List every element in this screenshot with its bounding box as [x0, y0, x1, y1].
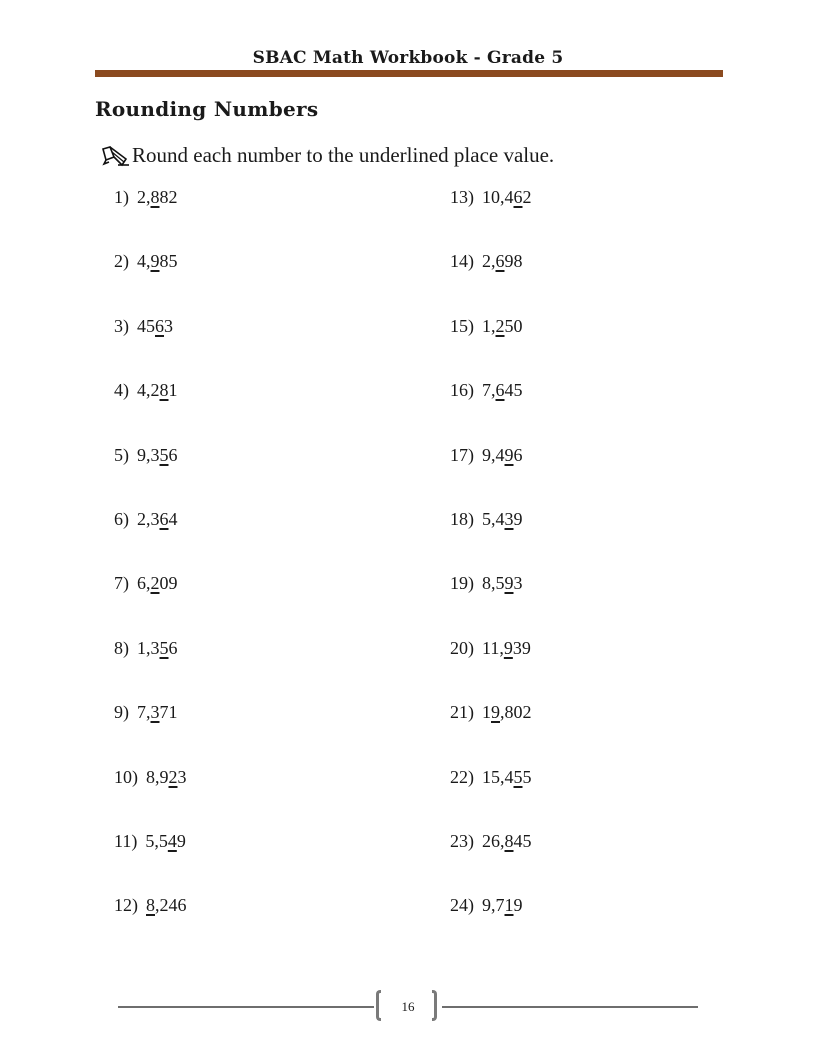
underlined-digit: 8 [504, 830, 514, 851]
digits-before: 1, [482, 315, 496, 336]
problem-item [450, 638, 532, 702]
digits-before: 11, [482, 637, 504, 658]
underlined-digit: 9 [504, 573, 514, 594]
digits-after: ,246 [155, 895, 187, 916]
problem-value [146, 895, 187, 915]
underlined-digit: 1 [504, 895, 514, 916]
section-title: Rounding Numbers [95, 97, 319, 121]
underlined-digit: 3 [504, 508, 514, 529]
problem-number: 9) [114, 702, 129, 723]
problem-value [137, 187, 178, 207]
problem-number: 18) [450, 508, 474, 529]
problem-number: 6) [114, 508, 129, 529]
problem-value [137, 251, 178, 271]
digits-before: 1,3 [137, 637, 160, 658]
problem-item [114, 895, 187, 959]
underlined-digit: 5 [513, 766, 523, 787]
problem-item [114, 251, 187, 315]
problem-number: 23) [450, 830, 474, 851]
problem-number: 21) [450, 702, 474, 723]
digits-after: 71 [159, 702, 178, 723]
problem-item [450, 767, 532, 831]
digits-after: 85 [159, 251, 178, 272]
problem-number: 12) [114, 895, 138, 916]
digits-after: 2 [522, 187, 532, 207]
footer-line-left [118, 1006, 374, 1008]
digits-before: 2, [482, 251, 496, 272]
underlined-digit: 9 [504, 444, 514, 465]
problem-item [450, 573, 532, 637]
digits-before: 1 [482, 702, 491, 723]
problem-value [137, 638, 178, 658]
problems-left-column [114, 187, 187, 960]
problem-item [114, 509, 187, 573]
digits-after: 9 [176, 830, 186, 851]
problem-value [482, 573, 523, 593]
problem-number: 19) [450, 573, 474, 594]
problem-item [450, 380, 532, 444]
problem-item [450, 251, 532, 315]
problem-item [114, 380, 187, 444]
underlined-digit: 2 [168, 766, 178, 787]
problem-value [482, 831, 532, 851]
problem-number: 13) [450, 187, 474, 207]
problem-number: 5) [114, 444, 129, 465]
digits-before: 15,4 [482, 766, 514, 787]
problem-value [137, 509, 178, 529]
digits-after: 6 [168, 444, 178, 465]
problem-number: 3) [114, 315, 129, 336]
digits-before: 2,3 [137, 508, 160, 529]
instruction-text: Round each number to the underlined place value. [132, 143, 555, 167]
digits-before: 7, [482, 380, 496, 401]
digits-after: 3 [513, 573, 523, 594]
problem-number: 14) [450, 251, 474, 272]
digits-before: 6, [137, 573, 151, 594]
problem-number: 7) [114, 573, 129, 594]
underlined-digit: 5 [159, 637, 169, 658]
digits-after: 1 [168, 380, 178, 401]
problems-right-column [450, 187, 532, 960]
digits-before: 8,9 [146, 766, 169, 787]
problem-value [146, 767, 187, 787]
digits-before: 4, [137, 251, 151, 272]
underlined-digit: 9 [150, 251, 160, 272]
problem-value [482, 638, 531, 658]
problem-item [114, 187, 187, 251]
problem-value [482, 187, 532, 207]
underlined-digit: 8 [159, 380, 169, 401]
digits-before: 9,7 [482, 895, 505, 916]
underlined-digit: 6 [513, 187, 523, 207]
digits-after: 6 [513, 444, 523, 465]
underlined-digit: 5 [159, 444, 169, 465]
problem-item [450, 895, 532, 959]
digits-after: 3 [177, 766, 187, 787]
problem-value [482, 702, 532, 722]
problem-item [114, 445, 187, 509]
footer-bracket-right [432, 990, 437, 1021]
footer-line-right [442, 1006, 698, 1008]
digits-before: 5,5 [145, 830, 168, 851]
digits-after: 4 [168, 508, 178, 529]
problem-value [482, 509, 523, 529]
digits-after: 45 [513, 830, 532, 851]
digits-after: ,802 [500, 702, 532, 723]
problem-number: 17) [450, 444, 474, 465]
problem-value [482, 251, 523, 271]
problem-value [137, 573, 178, 593]
problem-number: 16) [450, 380, 474, 401]
underlined-digit: 4 [167, 830, 177, 851]
problem-item [114, 831, 187, 895]
problem-number: 2) [114, 251, 129, 272]
underlined-digit: 8 [150, 187, 160, 207]
workbook-header-title: SBAC Math Workbook - Grade 5 [252, 48, 564, 68]
problem-number: 10) [114, 766, 138, 787]
digits-before: 10,4 [482, 187, 514, 207]
footer-bracket-left [376, 990, 381, 1021]
digits-after: 50 [504, 315, 523, 336]
problem-number: 8) [114, 637, 129, 658]
problem-item [114, 638, 187, 702]
problem-value [482, 445, 523, 465]
problem-item [114, 316, 187, 380]
problem-number: 15) [450, 315, 474, 336]
problem-value [482, 767, 532, 787]
problem-item [450, 509, 532, 573]
digits-before: 2, [137, 187, 151, 207]
problem-value [482, 316, 523, 336]
underlined-digit: 9 [503, 637, 513, 658]
problem-number: 24) [450, 895, 474, 916]
digits-after: 9 [513, 508, 523, 529]
underlined-digit: 2 [495, 315, 505, 336]
problem-item [114, 573, 187, 637]
problem-item [114, 702, 187, 766]
underlined-digit: 2 [150, 573, 160, 594]
digits-after: 98 [504, 251, 523, 272]
problem-value [482, 895, 523, 915]
problem-value [137, 702, 178, 722]
digits-before: 9,4 [482, 444, 505, 465]
digits-after: 5 [522, 766, 532, 787]
problem-value [137, 316, 173, 336]
underlined-digit: 3 [150, 702, 160, 723]
digits-after: 45 [504, 380, 523, 401]
underlined-digit: 6 [155, 315, 164, 336]
header-rule [95, 70, 723, 77]
digits-before: 45 [137, 315, 155, 336]
problem-item [450, 831, 532, 895]
pencil-icon [100, 145, 130, 167]
underlined-digit: 8 [146, 895, 155, 916]
problem-value [145, 831, 186, 851]
problem-value [482, 380, 523, 400]
problem-item [450, 316, 532, 380]
problem-item [450, 702, 532, 766]
underlined-digit: 6 [159, 508, 169, 529]
digits-after: 82 [159, 187, 178, 207]
digits-after: 39 [512, 637, 531, 658]
problem-value [137, 445, 178, 465]
digits-before: 8,5 [482, 573, 505, 594]
problem-value [137, 380, 178, 400]
underlined-digit: 6 [495, 251, 505, 272]
instruction [100, 143, 554, 168]
problem-number: 20) [450, 637, 474, 658]
digits-before: 7, [137, 702, 151, 723]
digits-before: 4,2 [137, 380, 160, 401]
problem-number: 4) [114, 380, 129, 401]
problem-number: 11) [114, 830, 138, 851]
digits-before: 5,4 [482, 508, 505, 529]
problem-number: 22) [450, 766, 474, 787]
digits-before: 26, [482, 830, 505, 851]
problem-item [450, 187, 532, 251]
problem-number: 1) [114, 187, 129, 207]
page-number: 16 [401, 999, 415, 1014]
underlined-digit: 6 [495, 380, 505, 401]
problem-item [450, 445, 532, 509]
digits-after: 6 [168, 637, 178, 658]
digits-after: 09 [159, 573, 178, 594]
digits-after: 3 [164, 315, 173, 336]
digits-before: 9,3 [137, 444, 160, 465]
problem-item [114, 767, 187, 831]
digits-after: 9 [513, 895, 523, 916]
underlined-digit: 9 [491, 702, 500, 723]
